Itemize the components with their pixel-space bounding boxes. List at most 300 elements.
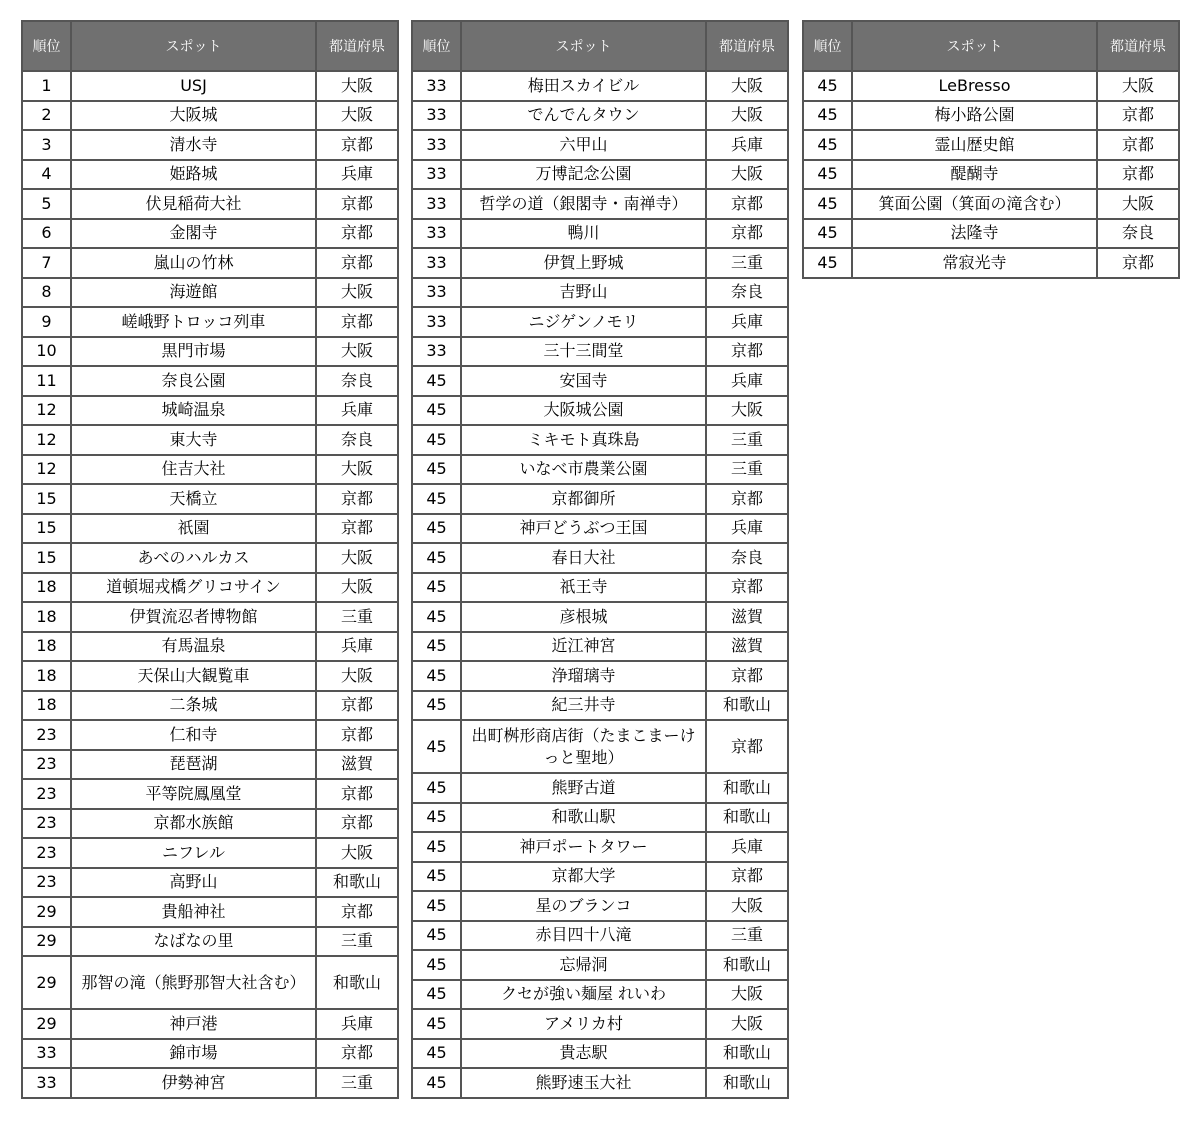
spot-cell: 浄瑠璃寺 [461, 661, 706, 691]
rank-cell: 18 [22, 661, 71, 691]
spot-cell: 法隆寺 [852, 219, 1097, 249]
table-row [412, 514, 788, 544]
prefecture-cell: 京都 [316, 248, 398, 278]
spot-header: スポット [852, 21, 1097, 71]
rank-cell: 45 [803, 219, 852, 249]
rank-cell: 45 [803, 71, 852, 101]
rank-cell: 18 [22, 573, 71, 603]
table-row [22, 779, 398, 809]
rank-cell: 45 [412, 773, 461, 803]
table-row [412, 602, 788, 632]
spot-cell: クセが強い麺屋 れいわ [461, 980, 706, 1010]
spot-cell: 伏見稲荷大社 [71, 189, 316, 219]
table-row [412, 661, 788, 691]
table-row [412, 1068, 788, 1098]
spot-cell: 梅田スカイビル [461, 71, 706, 101]
prefecture-cell: 京都 [706, 189, 788, 219]
spot-cell: 神戸ポートタワー [461, 832, 706, 862]
spot-header: スポット [71, 21, 316, 71]
rank-cell: 29 [22, 1009, 71, 1039]
table-row [412, 425, 788, 455]
rank-cell: 45 [412, 661, 461, 691]
table-row [412, 219, 788, 249]
spot-cell: 京都水族館 [71, 809, 316, 839]
prefecture-cell: 滋賀 [706, 602, 788, 632]
spot-cell: 六甲山 [461, 130, 706, 160]
rank-cell: 45 [412, 891, 461, 921]
table-row [22, 101, 398, 131]
prefecture-cell: 兵庫 [706, 130, 788, 160]
spot-cell: 清水寺 [71, 130, 316, 160]
rank-cell: 45 [412, 832, 461, 862]
spot-cell: 城崎温泉 [71, 396, 316, 426]
table-row [22, 130, 398, 160]
spot-cell: 熊野速玉大社 [461, 1068, 706, 1098]
spot-header: スポット [461, 21, 706, 71]
rank-cell: 45 [412, 1068, 461, 1098]
table-row [22, 1039, 398, 1069]
spot-cell: 春日大社 [461, 543, 706, 573]
prefecture-cell: 大阪 [706, 396, 788, 426]
rank-header: 順位 [803, 21, 852, 71]
prefecture-cell: 三重 [316, 927, 398, 957]
prefecture-cell: 京都 [316, 189, 398, 219]
spot-cell: 和歌山駅 [461, 803, 706, 833]
table-row [22, 248, 398, 278]
table-row [22, 897, 398, 927]
table-row [412, 803, 788, 833]
prefecture-cell: 兵庫 [706, 832, 788, 862]
table-row [22, 809, 398, 839]
table-row [22, 927, 398, 957]
rank-cell: 45 [412, 980, 461, 1010]
prefecture-cell: 大阪 [706, 891, 788, 921]
rank-cell: 18 [22, 632, 71, 662]
spot-cell: 哲学の道（銀閣寺・南禅寺） [461, 189, 706, 219]
table-row [22, 573, 398, 603]
table-row [22, 189, 398, 219]
rank-cell: 33 [412, 189, 461, 219]
prefecture-cell: 大阪 [706, 160, 788, 190]
spot-cell: 常寂光寺 [852, 248, 1097, 278]
prefecture-cell: 三重 [706, 248, 788, 278]
table-row [412, 543, 788, 573]
rank-cell: 33 [412, 219, 461, 249]
spot-cell: 嵯峨野トロッコ列車 [71, 307, 316, 337]
prefecture-cell: 京都 [316, 897, 398, 927]
spot-cell: 伊賀上野城 [461, 248, 706, 278]
spot-cell: 京都大学 [461, 862, 706, 892]
prefecture-cell: 和歌山 [706, 1039, 788, 1069]
rank-cell: 6 [22, 219, 71, 249]
table-row [412, 160, 788, 190]
table-row [22, 602, 398, 632]
rank-cell: 1 [22, 71, 71, 101]
rank-cell: 33 [412, 278, 461, 308]
rank-cell: 45 [412, 632, 461, 662]
rank-cell: 29 [22, 956, 71, 1009]
table-row [22, 366, 398, 396]
rank-cell: 45 [412, 543, 461, 573]
rank-cell: 45 [412, 455, 461, 485]
prefecture-cell: 和歌山 [706, 773, 788, 803]
prefecture-cell: 三重 [316, 602, 398, 632]
table-row [22, 632, 398, 662]
prefecture-cell: 奈良 [316, 425, 398, 455]
rank-cell: 45 [412, 921, 461, 951]
table-row [22, 720, 398, 750]
prefecture-cell: 奈良 [316, 366, 398, 396]
prefecture-cell: 大阪 [316, 278, 398, 308]
prefecture-cell: 大阪 [706, 101, 788, 131]
prefecture-header: 都道府県 [1097, 21, 1179, 71]
ranking-table-3 [802, 20, 1180, 279]
prefecture-cell: 滋賀 [316, 750, 398, 780]
table-row [412, 980, 788, 1010]
table-row [803, 130, 1179, 160]
prefecture-cell: 大阪 [316, 543, 398, 573]
ranking-table-2 [411, 20, 789, 1099]
table-row [22, 514, 398, 544]
table-row [22, 543, 398, 573]
rank-cell: 45 [412, 691, 461, 721]
spot-cell: 安国寺 [461, 366, 706, 396]
table-row [412, 773, 788, 803]
prefecture-cell: 京都 [1097, 248, 1179, 278]
prefecture-cell: 京都 [706, 337, 788, 367]
spot-cell: 那智の滝（熊野那智大社含む） [71, 956, 316, 1009]
rank-cell: 45 [412, 366, 461, 396]
spot-cell: 天保山大観覧車 [71, 661, 316, 691]
prefecture-cell: 京都 [706, 484, 788, 514]
prefecture-cell: 大阪 [316, 71, 398, 101]
prefecture-cell: 兵庫 [316, 632, 398, 662]
ranking-table-1 [21, 20, 399, 1099]
spot-cell: 道頓堀戎橋グリコサイン [71, 573, 316, 603]
spot-cell: 紀三井寺 [461, 691, 706, 721]
table-row [22, 160, 398, 190]
prefecture-cell: 大阪 [316, 573, 398, 603]
table-row [412, 632, 788, 662]
prefecture-cell: 京都 [316, 514, 398, 544]
spot-cell: あべのハルカス [71, 543, 316, 573]
prefecture-cell: 兵庫 [706, 514, 788, 544]
prefecture-cell: 和歌山 [706, 1068, 788, 1098]
spot-cell: 星のブランコ [461, 891, 706, 921]
table-row [22, 1009, 398, 1039]
prefecture-cell: 和歌山 [316, 868, 398, 898]
rank-cell: 45 [803, 160, 852, 190]
prefecture-cell: 大阪 [706, 71, 788, 101]
spot-cell: アメリカ村 [461, 1009, 706, 1039]
table-row [22, 484, 398, 514]
rank-header: 順位 [412, 21, 461, 71]
rank-cell: 33 [412, 101, 461, 131]
rank-cell: 23 [22, 750, 71, 780]
table-row [22, 396, 398, 426]
spot-cell: でんでんタウン [461, 101, 706, 131]
prefecture-cell: 三重 [316, 1068, 398, 1098]
table-row [412, 891, 788, 921]
spot-cell: 嵐山の竹林 [71, 248, 316, 278]
table-row [22, 956, 398, 1009]
spot-cell: 三十三間堂 [461, 337, 706, 367]
prefecture-cell: 三重 [706, 921, 788, 951]
spot-cell: 梅小路公園 [852, 101, 1097, 131]
table-row [412, 71, 788, 101]
spot-cell: いなべ市農業公園 [461, 455, 706, 485]
spot-cell: 鴨川 [461, 219, 706, 249]
rank-cell: 15 [22, 514, 71, 544]
rank-cell: 45 [412, 484, 461, 514]
table-row [412, 366, 788, 396]
rank-cell: 45 [803, 189, 852, 219]
spot-cell: 貴船神社 [71, 897, 316, 927]
prefecture-header: 都道府県 [706, 21, 788, 71]
prefecture-cell: 京都 [316, 1039, 398, 1069]
spot-cell: 祇王寺 [461, 573, 706, 603]
rank-cell: 3 [22, 130, 71, 160]
prefecture-cell: 大阪 [316, 337, 398, 367]
table-row [412, 189, 788, 219]
table-row [412, 337, 788, 367]
prefecture-cell: 大阪 [1097, 71, 1179, 101]
rank-cell: 15 [22, 543, 71, 573]
spot-cell: 平等院鳳凰堂 [71, 779, 316, 809]
prefecture-cell: 大阪 [316, 661, 398, 691]
spot-cell: 住吉大社 [71, 455, 316, 485]
table-row [803, 219, 1179, 249]
prefecture-cell: 京都 [316, 779, 398, 809]
prefecture-cell: 大阪 [706, 980, 788, 1010]
prefecture-cell: 大阪 [316, 101, 398, 131]
rank-cell: 45 [803, 130, 852, 160]
spot-cell: 伊勢神宮 [71, 1068, 316, 1098]
table-row [803, 248, 1179, 278]
spot-cell: 吉野山 [461, 278, 706, 308]
rank-cell: 23 [22, 720, 71, 750]
rank-cell: 33 [412, 337, 461, 367]
rank-cell: 45 [412, 425, 461, 455]
table-row [803, 160, 1179, 190]
spot-cell: 伊賀流忍者博物館 [71, 602, 316, 632]
prefecture-cell: 大阪 [1097, 189, 1179, 219]
rank-cell: 29 [22, 897, 71, 927]
table-row [803, 101, 1179, 131]
spot-cell: 海遊館 [71, 278, 316, 308]
table-row [412, 278, 788, 308]
header-row [803, 21, 1179, 71]
rank-cell: 33 [412, 130, 461, 160]
prefecture-cell: 京都 [1097, 101, 1179, 131]
table-row [412, 101, 788, 131]
prefecture-cell: 兵庫 [706, 366, 788, 396]
prefecture-cell: 京都 [706, 573, 788, 603]
rank-cell: 33 [412, 307, 461, 337]
rank-cell: 4 [22, 160, 71, 190]
spot-cell: 出町桝形商店街（たまこまーけっと聖地） [461, 720, 706, 773]
table-row [22, 691, 398, 721]
spot-cell: 神戸どうぶつ王国 [461, 514, 706, 544]
rank-cell: 45 [412, 1039, 461, 1069]
spot-cell: ニジゲンノモリ [461, 307, 706, 337]
spot-cell: 万博記念公園 [461, 160, 706, 190]
rank-cell: 18 [22, 602, 71, 632]
prefecture-cell: 京都 [706, 862, 788, 892]
table-row [412, 455, 788, 485]
prefecture-cell: 京都 [706, 219, 788, 249]
prefecture-cell: 京都 [706, 720, 788, 773]
rank-cell: 12 [22, 396, 71, 426]
spot-cell: 赤目四十八滝 [461, 921, 706, 951]
spot-cell: 祇園 [71, 514, 316, 544]
prefecture-cell: 兵庫 [316, 160, 398, 190]
table-row [22, 71, 398, 101]
prefecture-cell: 京都 [316, 219, 398, 249]
table-row [412, 307, 788, 337]
rank-cell: 45 [803, 248, 852, 278]
rank-cell: 45 [412, 803, 461, 833]
prefecture-cell: 兵庫 [316, 1009, 398, 1039]
rank-cell: 45 [412, 396, 461, 426]
header-row [22, 21, 398, 71]
rank-cell: 7 [22, 248, 71, 278]
spot-cell: USJ [71, 71, 316, 101]
prefecture-cell: 滋賀 [706, 632, 788, 662]
rank-cell: 45 [412, 950, 461, 980]
prefecture-cell: 三重 [706, 455, 788, 485]
table-row [22, 868, 398, 898]
spot-cell: 箕面公園（箕面の滝含む） [852, 189, 1097, 219]
spot-cell: 仁和寺 [71, 720, 316, 750]
rank-cell: 33 [22, 1068, 71, 1098]
spot-cell: 貴志駅 [461, 1039, 706, 1069]
table-row [803, 189, 1179, 219]
prefecture-cell: 京都 [316, 130, 398, 160]
spot-cell: 神戸港 [71, 1009, 316, 1039]
spot-cell: 姫路城 [71, 160, 316, 190]
prefecture-cell: 京都 [1097, 130, 1179, 160]
rank-cell: 23 [22, 838, 71, 868]
table-row [803, 71, 1179, 101]
table-row [22, 455, 398, 485]
table-row [412, 1009, 788, 1039]
rank-cell: 12 [22, 455, 71, 485]
table-row [22, 425, 398, 455]
spot-cell: 東大寺 [71, 425, 316, 455]
rank-cell: 45 [412, 602, 461, 632]
spot-cell: ニフレル [71, 838, 316, 868]
spot-cell: 高野山 [71, 868, 316, 898]
prefecture-cell: 京都 [706, 661, 788, 691]
rank-cell: 33 [22, 1039, 71, 1069]
table-row [22, 337, 398, 367]
table-row [22, 1068, 398, 1098]
table-row [412, 130, 788, 160]
spot-cell: 忘帰洞 [461, 950, 706, 980]
rank-cell: 33 [412, 71, 461, 101]
table-row [22, 750, 398, 780]
table-row [22, 278, 398, 308]
spot-cell: 琵琶湖 [71, 750, 316, 780]
prefecture-cell: 大阪 [316, 455, 398, 485]
rank-cell: 11 [22, 366, 71, 396]
rank-cell: 10 [22, 337, 71, 367]
table-row [412, 691, 788, 721]
spot-cell: 熊野古道 [461, 773, 706, 803]
rank-cell: 5 [22, 189, 71, 219]
rank-cell: 45 [412, 720, 461, 773]
rank-cell: 29 [22, 927, 71, 957]
table-row [22, 838, 398, 868]
rank-cell: 23 [22, 868, 71, 898]
table-row [22, 219, 398, 249]
prefecture-cell: 京都 [316, 809, 398, 839]
spot-cell: 彦根城 [461, 602, 706, 632]
prefecture-header: 都道府県 [316, 21, 398, 71]
table-row [22, 307, 398, 337]
prefecture-cell: 三重 [706, 425, 788, 455]
spot-cell: 霊山歴史館 [852, 130, 1097, 160]
table-row [412, 950, 788, 980]
rank-cell: 8 [22, 278, 71, 308]
rank-cell: 23 [22, 809, 71, 839]
rank-cell: 45 [412, 1009, 461, 1039]
spot-cell: 大阪城公園 [461, 396, 706, 426]
rank-cell: 45 [412, 573, 461, 603]
table-row [412, 1039, 788, 1069]
rank-cell: 18 [22, 691, 71, 721]
header-row [412, 21, 788, 71]
table-row [412, 720, 788, 773]
spot-cell: 大阪城 [71, 101, 316, 131]
prefecture-cell: 和歌山 [706, 691, 788, 721]
table-row [412, 862, 788, 892]
spot-cell: LeBresso [852, 71, 1097, 101]
rank-cell: 15 [22, 484, 71, 514]
table-row [412, 396, 788, 426]
rank-cell: 45 [412, 862, 461, 892]
rank-header: 順位 [22, 21, 71, 71]
prefecture-cell: 大阪 [316, 838, 398, 868]
spot-cell: 近江神宮 [461, 632, 706, 662]
spot-cell: 金閣寺 [71, 219, 316, 249]
prefecture-cell: 京都 [316, 307, 398, 337]
prefecture-cell: 京都 [1097, 160, 1179, 190]
rank-cell: 33 [412, 160, 461, 190]
prefecture-cell: 和歌山 [316, 956, 398, 1009]
rank-cell: 45 [412, 514, 461, 544]
rank-cell: 2 [22, 101, 71, 131]
spot-cell: 錦市場 [71, 1039, 316, 1069]
prefecture-cell: 兵庫 [316, 396, 398, 426]
rank-cell: 45 [803, 101, 852, 131]
spot-cell: 黒門市場 [71, 337, 316, 367]
prefecture-cell: 京都 [316, 484, 398, 514]
spot-cell: なばなの里 [71, 927, 316, 957]
table-row [412, 832, 788, 862]
spot-cell: 有馬温泉 [71, 632, 316, 662]
rank-cell: 12 [22, 425, 71, 455]
prefecture-cell: 和歌山 [706, 803, 788, 833]
table-row [22, 661, 398, 691]
spot-cell: 二条城 [71, 691, 316, 721]
spot-cell: ミキモト真珠島 [461, 425, 706, 455]
table-row [412, 921, 788, 951]
rank-cell: 9 [22, 307, 71, 337]
table-row [412, 573, 788, 603]
spot-cell: 醍醐寺 [852, 160, 1097, 190]
